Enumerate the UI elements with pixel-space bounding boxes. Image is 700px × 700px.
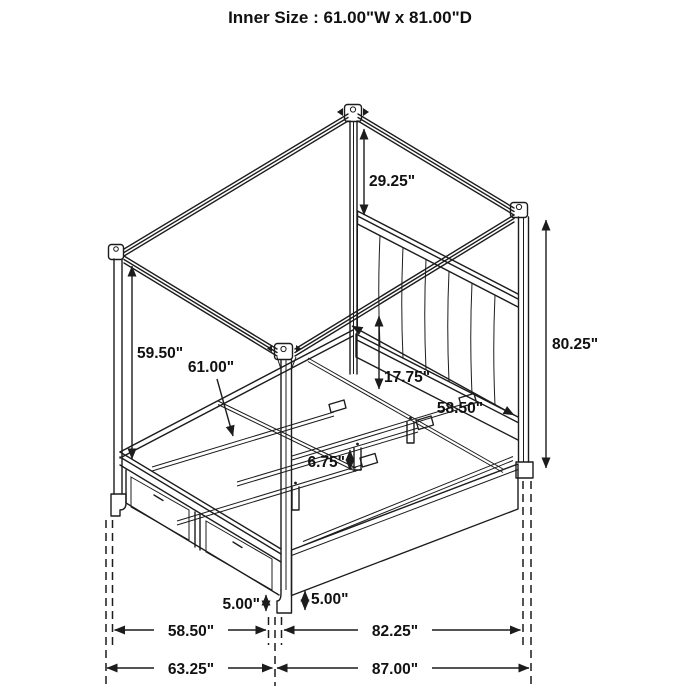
dim-foot-right-label: 5.00" [311,591,349,608]
post-left [111,259,126,516]
dim-foot-left-label: 5.00" [222,596,260,613]
dim-overall-height-label: 80.25" [552,336,599,353]
dim-canopy-drop-label: 29.25" [369,173,416,190]
extension-lines [106,481,531,686]
canopy-corner-left [109,245,124,260]
dim-depth-inner-label: 82.25" [371,623,419,640]
bed-posts [111,121,533,613]
dimension-annotations [107,129,598,678]
dim-line-headboard-width [352,326,514,415]
canopy-corner-back [337,105,369,122]
dim-headboard-panel-label: 17.75" [384,369,431,386]
post-right [516,217,533,478]
canopy-frame [109,105,528,360]
post-front [277,357,296,613]
dim-headboard-width-label: 58.50" [436,400,484,417]
dim-depth-outer-label: 87.00" [371,661,419,678]
footboard-drawers [126,470,279,595]
side-rail-beam [292,464,519,596]
dim-width-inner-label: 58.50" [167,623,215,640]
dim-post-clearance-label: 59.50" [137,345,184,362]
diagram-title: Inner Size : 61.00"W x 81.00"D [228,8,472,27]
dim-slat-leg-label: 6.75" [307,454,345,471]
dim-inner-width-label: 61.00" [187,359,235,376]
dim-width-outer-label: 63.25" [167,661,215,678]
